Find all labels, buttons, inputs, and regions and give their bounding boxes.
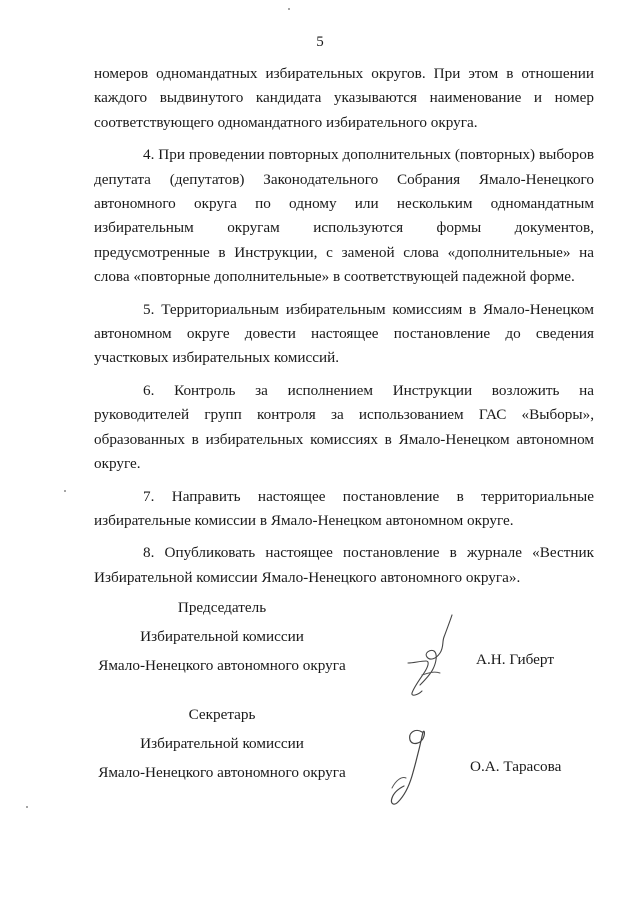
scan-speck [64, 490, 66, 492]
chairman-title [72, 593, 372, 680]
paragraph-item-8: 8. Опубликовать настоящее постановление в журнале «Вестник Избирательной комиссии Ямало-Ненецкого автономного округа». [94, 544, 594, 586]
chairman-signature [400, 611, 460, 701]
paragraph-item-5: 5. Территориальным избирательным комиссиям в Ямало-Ненецком автономном округе довести настоящее постановление до сведения участковых избирательных комиссий. [94, 300, 594, 367]
paragraph-item-7: 7. Направить настоящее постановление в территориальные избирательные комиссии в Ямало-Ненецком автономном округе. [94, 487, 594, 529]
secretary-commission: Избирательной комиссии [140, 735, 304, 752]
scan-speck [288, 8, 290, 10]
document-body [94, 62, 594, 598]
secretary-position: Секретарь [188, 706, 256, 723]
secretary-signature [382, 722, 452, 814]
secretary-name: О.А. Тарасова [470, 758, 562, 775]
secretary-region: Ямало-Ненецкого автономного округа [98, 764, 346, 781]
chairman-position: Председатель [177, 599, 267, 616]
paragraph-item-6: 6. Контроль за исполнением Инструкции возложить на руководителей групп контроля за использованием ГАС «Выборы», образованных в избирательных комиссиях в Ямало-Ненецком автономном округе. [94, 381, 594, 473]
page-number: 5 [316, 34, 324, 50]
secretary-title [72, 700, 372, 787]
chairman-name: А.Н. Гиберт [476, 651, 554, 668]
chairman-region: Ямало-Ненецкого автономного округа [98, 657, 346, 674]
paragraph-item-4: 4. При проведении повторных дополнительных (повторных) выборов депутата (депутатов) Законодательного Собрания Ямало-Ненецкого автономного округа по одному или нескольким одномандатным избирательным округам используются формы документов, предусмотренные в Инструкции, с заменой слова «дополнительные» на слова «повторные дополнительные» в соответствующей падежной форме. [94, 146, 594, 286]
scan-speck [26, 806, 28, 808]
chairman-commission: Избирательной комиссии [140, 628, 304, 645]
paragraph-continuation: номеров одномандатных избирательных округов. При этом в отношении каждого выдвинутого кандидата указываются наименование и номер соответствующего одномандатного избирательного округа. [94, 65, 594, 131]
